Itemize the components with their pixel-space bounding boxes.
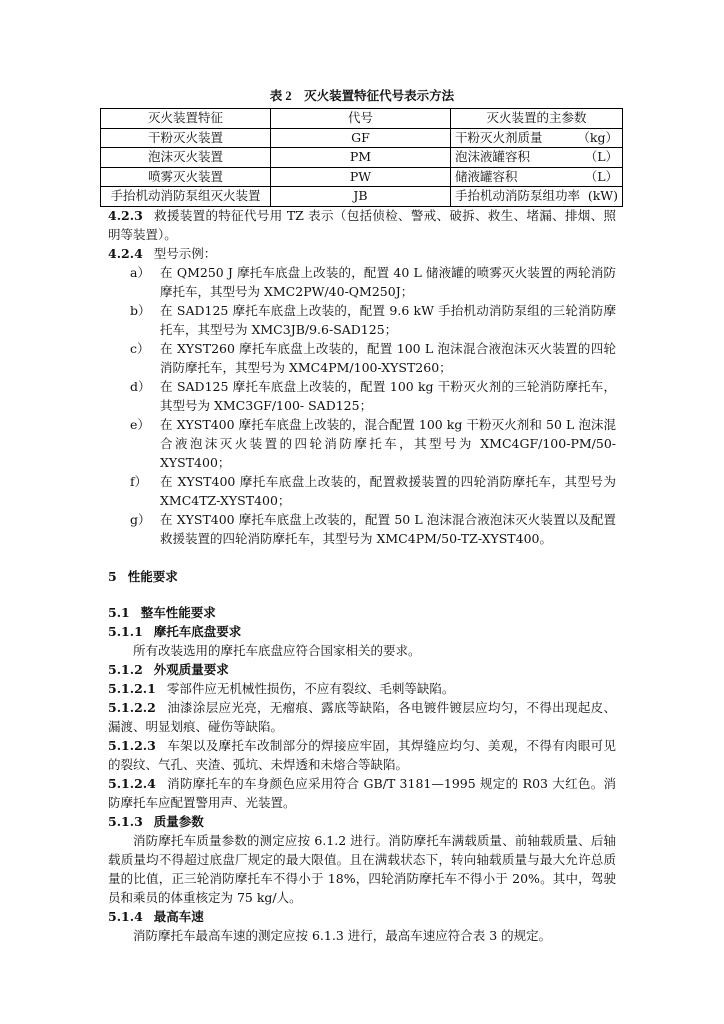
cell-parameter: [451, 148, 623, 168]
list-item: [108, 377, 616, 415]
section-title: 性能要求: [127, 569, 178, 584]
list-item: [108, 472, 616, 510]
clause-number: 5.1: [108, 605, 130, 620]
paragraph: 消防摩托车质量参数的测定应按 6.1.2 进行。消防摩托车满载质量、前轴载质量、后轴载质量均不得超过底盘厂规定的最大限值。且在满载状态下，转向轴载质量与最大允许总质量的比值，正三轮消防摩托车不得小于 18%，四轮消防摩托车不得小于 20%。其中，驾驶员和乘员的体重核定为 75 kg/人。: [108, 833, 616, 905]
cell-feature: 手抬机动消防泵组灭火装置: [101, 187, 271, 207]
clause-heading-5-1-2: [108, 660, 616, 679]
item-label: b）: [130, 303, 151, 318]
clause-title: 质量参数: [153, 814, 204, 829]
clause-number: 5.1.2.1: [108, 681, 156, 696]
table-row: [101, 148, 623, 168]
header-feature: 灭火装置特征: [101, 109, 271, 129]
table-row: [101, 187, 623, 207]
parameter-name: 干粉灭火剂质量: [455, 129, 543, 145]
cell-feature: 干粉灭火装置: [101, 128, 271, 148]
cell-parameter: [451, 128, 623, 148]
parameter-unit: （kg）: [577, 129, 618, 145]
parameter-unit: （L）: [584, 149, 618, 165]
clause-title: 外观质量要求: [153, 662, 229, 677]
clause-number: 5.1.4: [108, 909, 143, 924]
clause-5-1-2-1: [108, 679, 616, 698]
cell-parameter: [451, 187, 623, 207]
clause-title: 最高车速: [153, 909, 204, 924]
clause-number: 5.1.1: [108, 624, 143, 639]
item-text: 在 QM250 J 摩托车底盘上改装的，配置 40 L 储液罐的喷雾灭火装置的两轮消防摩托车，其型号为 XMC2PW/40-QM250J；: [160, 265, 616, 299]
parameter-name: 储液罐容积: [455, 168, 518, 184]
section-heading-5: [108, 567, 616, 586]
clause-number: 5.1.2: [108, 662, 143, 677]
table-row: [101, 128, 623, 148]
clause-heading-5-1-3: [108, 812, 616, 831]
clause-text: 型号示例：: [153, 246, 217, 261]
clause-5-1-2-2: [108, 698, 616, 736]
list-item: [108, 301, 616, 339]
cell-feature: 喷雾灭火装置: [101, 167, 271, 187]
extinguisher-code-table: [100, 108, 623, 207]
paragraph: 消防摩托车最高车速的测定应按 6.1.3 进行，最高车速应符合表 3 的规定。: [133, 928, 552, 943]
clause-number: 5.1.3: [108, 814, 143, 829]
clause-text: 车架以及摩托车改制部分的焊接应牢固，其焊缝应均匀、美观，不得有肉眼可见的裂纹、气孔、夹渣、弧坑、未焊透和未熔合等缺陷。: [108, 738, 616, 772]
clause-text: 消防摩托车的车身颜色应采用符合 GB/T 3181—1995 规定的 R03 大红色。消防摩托车应配置警用声、光装置。: [108, 776, 616, 810]
clause-title: 整车性能要求: [140, 605, 216, 620]
parameter-unit: (kW): [587, 188, 618, 204]
clause-4-2-4: [108, 244, 616, 263]
table-caption: 表 2 灭火装置特征代号表示方法: [269, 89, 455, 103]
clause-number: 4.2.3: [108, 208, 143, 223]
list-item: [108, 415, 616, 472]
item-text: 在 XYST400 摩托车底盘上改装的，混合配置 100 kg 干粉灭火剂和 50 L 泡沫混合液泡沫灭火装置的四轮消防摩托车，其型号为 XMC4GF/100-PM/50-XYST400；: [160, 417, 616, 470]
clause-5-1-2-3: [108, 736, 616, 774]
parameter-unit: （L）: [584, 168, 618, 184]
list-item: [108, 263, 616, 301]
cell-code: PW: [271, 167, 451, 187]
clause-title: 摩托车底盘要求: [153, 624, 242, 639]
table-header-row: [101, 109, 623, 129]
table-row: [101, 167, 623, 187]
clause-text: 油漆涂层应光亮，无瘤痕、露底等缺陷，各电镀件镀层应均匀，不得出现起皮、漏渡、明显划痕、碰伤等缺陷。: [108, 700, 616, 734]
cell-code: JB: [271, 187, 451, 207]
item-label: f）: [130, 474, 148, 489]
item-text: 在 XYST400 摩托车底盘上改装的，配置 50 L 泡沫混合液泡沫灭火装置以及配置救援装置的四轮消防摩托车，其型号为 XMC4PM/50-TZ-XYST400。: [160, 512, 616, 546]
paragraph: 所有改装选用的摩托车底盘应符合国家相关的要求。: [133, 643, 421, 658]
cell-feature: 泡沫灭火装置: [101, 148, 271, 168]
clause-number: 5.1.2.3: [108, 738, 156, 753]
parameter-name: 手抬机动消防泵组功率: [455, 188, 581, 204]
item-text: 在 SAD125 摩托车底盘上改装的，配置 100 kg 干粉灭火剂的三轮消防摩托车，其型号为 XMC3GF/100- SAD125；: [160, 379, 616, 413]
clause-heading-5-1: [108, 603, 616, 622]
item-text: 在 XYST400 摩托车底盘上改装的，配置救援装置的四轮消防摩托车，其型号为 XMC4TZ-XYST400；: [160, 474, 616, 508]
list-item: [108, 510, 616, 548]
clause-heading-5-1-4: [108, 907, 616, 926]
clause-number: 5.1.2.4: [108, 776, 156, 791]
item-text: 在 XYST260 摩托车底盘上改装的，配置 100 L 泡沫混合液泡沫灭火装置的四轮消防摩托车，其型号为 XMC4PM/100-XYST260；: [160, 341, 616, 375]
parameter-name: 泡沫液罐容积: [455, 149, 531, 165]
body-text: [108, 206, 616, 945]
item-label: g）: [130, 512, 151, 527]
item-text: 在 SAD125 摩托车底盘上改装的，配置 9.6 kW 手抬机动消防泵组的三轮消防摩托车，其型号为 XMC3JB/9.6-SAD125；: [160, 303, 616, 337]
clause-5-1-2-4: [108, 774, 616, 812]
item-label: c）: [130, 341, 150, 356]
list-item: [108, 339, 616, 377]
clause-text: 救援装置的特征代号用 TZ 表示（包括侦检、警戒、破拆、救生、堵漏、排烟、照明等装置）。: [108, 208, 616, 242]
cell-code: PM: [271, 148, 451, 168]
header-code: 代号: [271, 109, 451, 129]
clause-number: 4.2.4: [108, 246, 143, 261]
clause-4-2-3: [108, 206, 616, 244]
clause-number: 5.1.2.2: [108, 700, 156, 715]
cell-code: GF: [271, 128, 451, 148]
clause-heading-5-1-1: [108, 622, 616, 641]
header-parameter: 灭火装置的主参数: [451, 109, 623, 129]
cell-parameter: [451, 167, 623, 187]
clause-text: 零部件应无机械性损伤，不应有裂纹、毛刺等缺陷。: [166, 681, 455, 696]
item-label: a）: [130, 265, 150, 280]
item-label: e）: [130, 417, 150, 432]
item-label: d）: [130, 379, 151, 394]
section-number: 5: [108, 569, 117, 584]
